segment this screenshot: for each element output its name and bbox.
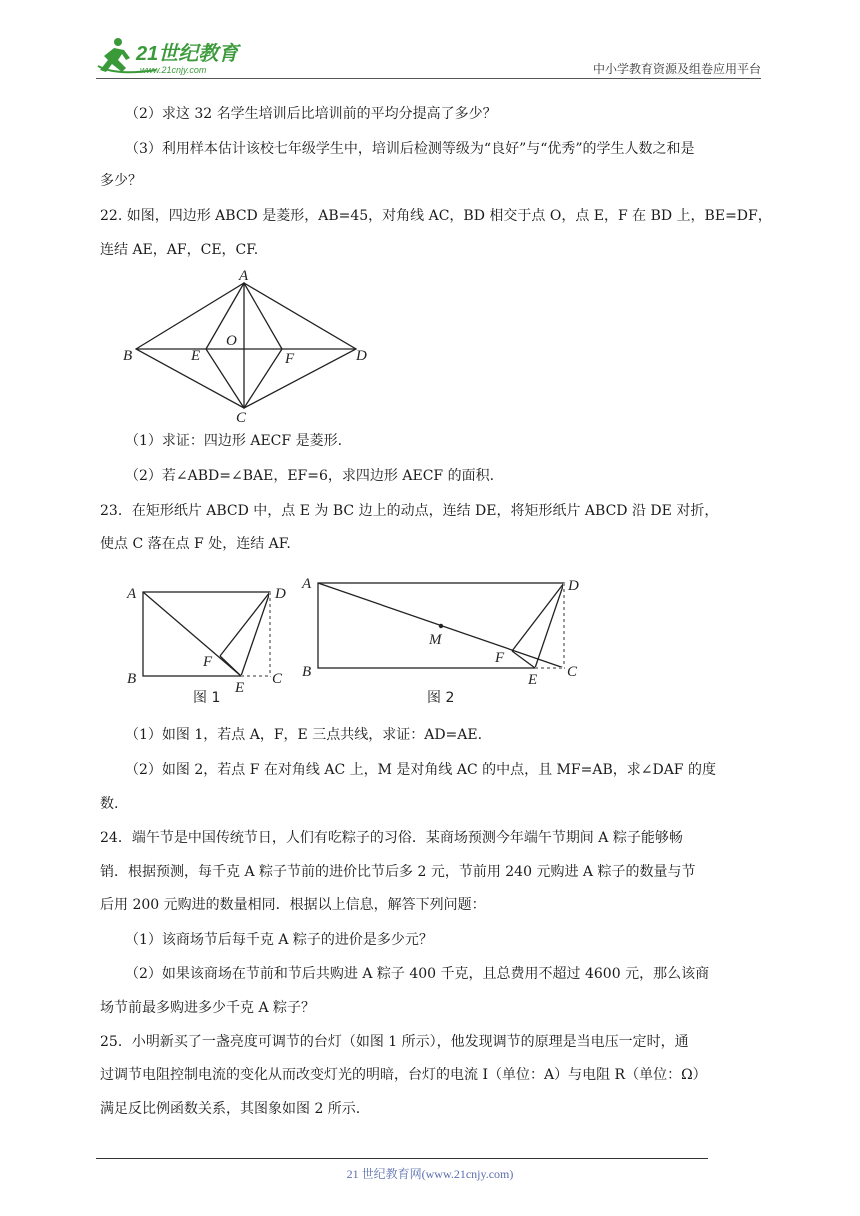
fig1-label-f: F bbox=[203, 654, 213, 670]
rectangle-figures bbox=[115, 568, 605, 710]
fig1-label-b: B bbox=[127, 671, 137, 687]
label-b: B bbox=[123, 348, 133, 364]
q21-part3-line2: 多少？ bbox=[100, 173, 142, 189]
q23-part1: （1）如图 1，若点 A，F，E 三点共线，求证：AD=AE. bbox=[125, 727, 483, 743]
q25-stem-line1: 25．小明新买了一盏亮度可调节的台灯（如图 1 所示），他发现调节的原理是当电压一定时，通 bbox=[100, 1034, 689, 1050]
fig1-label-a: A bbox=[127, 586, 137, 602]
q24-stem-line3: 后用 200 元购进的数量相同．根据以上信息，解答下列问题： bbox=[100, 897, 486, 913]
fig1-label-d: D bbox=[275, 586, 286, 602]
q24-part1: （1）该商场节后每千克 A 粽子的进价是多少元？ bbox=[125, 932, 433, 948]
q22-stem-line1: 22. 如图，四边形 ABCD 是菱形，AB=45，对角线 AC，BD 相交于点 O，点 E，F 在 BD 上，BE=DF， bbox=[100, 208, 772, 224]
label-a: A bbox=[239, 268, 249, 284]
logo-text: 21世纪教育 bbox=[136, 43, 239, 65]
label-f: F bbox=[285, 351, 295, 367]
fig2-label-a: A bbox=[302, 576, 312, 592]
platform-title: 中小学教育资源及组卷应用平台 bbox=[592, 62, 761, 76]
footer-link[interactable]: 21 世纪教育网(www.21cnjy.com) bbox=[346, 1167, 514, 1181]
q21-part3-line1: （3）利用样本估计该校七年级学生中，培训后检测等级为“良好”与“优秀”的学生人数之和是 bbox=[125, 141, 695, 157]
fig1-caption: 图 1 bbox=[193, 690, 221, 706]
fig1-label-c: C bbox=[272, 671, 283, 687]
label-d: D bbox=[356, 348, 367, 364]
q25-stem-line3: 满足反比例函数关系，其图象如图 2 所示. bbox=[100, 1101, 361, 1117]
fig2-label-m: M bbox=[429, 632, 442, 648]
label-o: O bbox=[226, 333, 237, 349]
q22-part1: （1）求证：四边形 AECF 是菱形. bbox=[125, 433, 343, 449]
q24-stem-line2: 销．根据预测，每千克 A 粽子节前的进价比节后多 2 元，节前用 240 元购进 A 粽子的数量与节 bbox=[100, 864, 696, 880]
q21-part2: （2）求这 32 名学生培训后比培训前的平均分提高了多少？ bbox=[125, 106, 497, 122]
q24-part2-line2: 场节前最多购进多少千克 A 粽子？ bbox=[100, 1000, 316, 1016]
page-header bbox=[96, 28, 761, 78]
q22-stem-line2: 连结 AE，AF，CE，CF. bbox=[100, 242, 259, 258]
fig2-label-b: B bbox=[302, 664, 312, 680]
q25-stem-line2: 过调节电阻控制电流的变化从而改变灯光的明暗，台灯的电流 I（单位：A）与电阻 R（单位：Ω） bbox=[100, 1067, 707, 1083]
fig2-label-d: D bbox=[568, 578, 579, 594]
q22-part2: （2）若∠ABD=∠BAE，EF=6，求四边形 AECF 的面积. bbox=[125, 468, 495, 484]
rhombus-figure bbox=[115, 268, 375, 428]
fig1-label-e: E bbox=[235, 680, 245, 696]
q24-stem-line1: 24．端午节是中国传统节日，人们有吃粽子的习俗．某商场预测今年端午节期间 A 粽子能够畅 bbox=[100, 830, 683, 846]
fig2-caption: 图 2 bbox=[427, 690, 455, 706]
rhombus-abcd bbox=[136, 283, 356, 408]
fig2-label-f: F bbox=[495, 650, 505, 666]
footer-divider bbox=[96, 1158, 708, 1159]
logo-url: www.21cnjy.com bbox=[140, 65, 207, 75]
q23-stem-line2: 使点 C 落在点 F 处，连结 AF. bbox=[100, 536, 291, 552]
midpoint-m-dot bbox=[439, 624, 443, 628]
label-c: C bbox=[236, 410, 247, 426]
q23-part2-line1: （2）如图 2，若点 F 在对角线 AC 上，M 是对角线 AC 的中点，且 MF=AB，求∠DAF 的度 bbox=[125, 762, 716, 778]
q23-stem-line1: 23．在矩形纸片 ABCD 中，点 E 为 BC 边上的动点，连结 DE，将矩形纸片 ABCD 沿 DE 对折， bbox=[100, 503, 719, 519]
site-logo bbox=[96, 36, 266, 78]
q23-part2-line2: 数. bbox=[100, 796, 119, 812]
fig2-label-c: C bbox=[567, 664, 578, 680]
label-e: E bbox=[191, 348, 201, 364]
q24-part2-line1: （2）如果该商场在节前和节后共购进 A 粽子 400 千克，且总费用不超过 4600 元，那么该商 bbox=[125, 966, 710, 982]
fig2-label-e: E bbox=[528, 672, 538, 688]
header-divider bbox=[96, 78, 761, 79]
